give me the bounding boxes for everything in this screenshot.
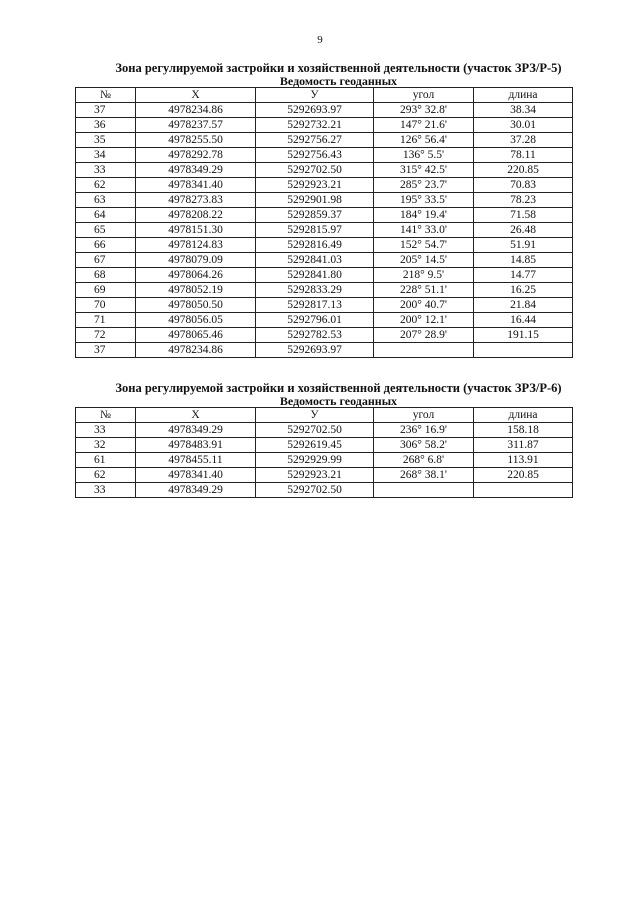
- cell-point-number: 72: [76, 328, 136, 343]
- cell-angle: 136° 5.5': [374, 148, 474, 163]
- cell-angle: 141° 33.0': [374, 223, 474, 238]
- cell-x-coordinate: 4978079.09: [136, 253, 256, 268]
- cell-angle: 147° 21.6': [374, 118, 474, 133]
- cell-length: [474, 343, 573, 358]
- table-header-row: [76, 88, 573, 103]
- cell-point-number: 62: [76, 178, 136, 193]
- cell-length: 78.11: [474, 148, 573, 163]
- geodata-table: [75, 87, 573, 358]
- cell-length: 158.18: [474, 423, 573, 438]
- cell-angle: 285° 23.7': [374, 178, 474, 193]
- cell-length: 16.44: [474, 313, 573, 328]
- cell-length: 311.87: [474, 438, 573, 453]
- cell-x-coordinate: 4978483.91: [136, 438, 256, 453]
- cell-length: 71.58: [474, 208, 573, 223]
- table-row: [76, 423, 573, 438]
- cell-length: 51.91: [474, 238, 573, 253]
- cell-length: 16.25: [474, 283, 573, 298]
- cell-y-coordinate: 5292833.29: [256, 283, 374, 298]
- table-row: [76, 468, 573, 483]
- cell-y-coordinate: 5292841.03: [256, 253, 374, 268]
- cell-x-coordinate: 4978124.83: [136, 238, 256, 253]
- table-row: [76, 343, 573, 358]
- cell-y-coordinate: 5292619.45: [256, 438, 374, 453]
- table-row: [76, 298, 573, 313]
- cell-y-coordinate: 5292756.43: [256, 148, 374, 163]
- table-row: [76, 438, 573, 453]
- header-y-coordinate: У: [256, 408, 374, 423]
- cell-point-number: 70: [76, 298, 136, 313]
- cell-y-coordinate: 5292796.01: [256, 313, 374, 328]
- cell-angle: 268° 6.8': [374, 453, 474, 468]
- cell-point-number: 62: [76, 468, 136, 483]
- geodata-section-zrz-r6: [75, 381, 572, 498]
- cell-x-coordinate: 4978052.19: [136, 283, 256, 298]
- cell-y-coordinate: 5292782.53: [256, 328, 374, 343]
- cell-length: 78.23: [474, 193, 573, 208]
- cell-point-number: 33: [76, 163, 136, 178]
- cell-length: 21.84: [474, 298, 573, 313]
- table-row: [76, 208, 573, 223]
- cell-angle: 200° 12.1': [374, 313, 474, 328]
- cell-x-coordinate: 4978234.86: [136, 343, 256, 358]
- cell-point-number: 34: [76, 148, 136, 163]
- cell-x-coordinate: 4978237.57: [136, 118, 256, 133]
- cell-x-coordinate: 4978341.40: [136, 178, 256, 193]
- table-row: [76, 313, 573, 328]
- cell-point-number: 71: [76, 313, 136, 328]
- header-length: длина: [474, 88, 573, 103]
- cell-y-coordinate: 5292901.98: [256, 193, 374, 208]
- table-row: [76, 103, 573, 118]
- cell-x-coordinate: 4978455.11: [136, 453, 256, 468]
- cell-length: 220.85: [474, 163, 573, 178]
- cell-point-number: 33: [76, 483, 136, 498]
- cell-x-coordinate: 4978151.30: [136, 223, 256, 238]
- cell-angle: 184° 19.4': [374, 208, 474, 223]
- cell-y-coordinate: 5292732.21: [256, 118, 374, 133]
- section-subtitle: Ведомость геоданных: [279, 74, 398, 88]
- cell-x-coordinate: 4978208.22: [136, 208, 256, 223]
- cell-angle: 268° 38.1': [374, 468, 474, 483]
- cell-x-coordinate: 4978255.50: [136, 133, 256, 148]
- section-title: Зона регулируемой застройки и хозяйственной деятельности (участок ЗРЗ/Р-5): [115, 61, 562, 75]
- table-row: [76, 483, 573, 498]
- header-length: длина: [474, 408, 573, 423]
- cell-y-coordinate: 5292702.50: [256, 483, 374, 498]
- cell-x-coordinate: 4978064.26: [136, 268, 256, 283]
- table-row: [76, 283, 573, 298]
- cell-y-coordinate: 5292929.99: [256, 453, 374, 468]
- cell-x-coordinate: 4978050.50: [136, 298, 256, 313]
- cell-point-number: 69: [76, 283, 136, 298]
- cell-y-coordinate: 5292816.49: [256, 238, 374, 253]
- cell-angle: 195° 33.5': [374, 193, 474, 208]
- header-angle: угол: [374, 88, 474, 103]
- cell-point-number: 65: [76, 223, 136, 238]
- table-row: [76, 163, 573, 178]
- cell-y-coordinate: 5292702.50: [256, 423, 374, 438]
- cell-y-coordinate: 5292859.37: [256, 208, 374, 223]
- cell-angle: 218° 9.5': [374, 268, 474, 283]
- cell-angle: [374, 483, 474, 498]
- section-title: Зона регулируемой застройки и хозяйственной деятельности (участок ЗРЗ/Р-6): [115, 381, 562, 395]
- cell-point-number: 68: [76, 268, 136, 283]
- cell-length: 70.83: [474, 178, 573, 193]
- cell-x-coordinate: 4978349.29: [136, 163, 256, 178]
- cell-point-number: 33: [76, 423, 136, 438]
- cell-y-coordinate: 5292693.97: [256, 103, 374, 118]
- geodata-table: [75, 407, 573, 498]
- cell-length: 38.34: [474, 103, 573, 118]
- cell-y-coordinate: 5292702.50: [256, 163, 374, 178]
- cell-angle: 205° 14.5': [374, 253, 474, 268]
- cell-y-coordinate: 5292841.80: [256, 268, 374, 283]
- cell-point-number: 37: [76, 343, 136, 358]
- cell-point-number: 32: [76, 438, 136, 453]
- cell-length: 26.48: [474, 223, 573, 238]
- cell-angle: 200° 40.7': [374, 298, 474, 313]
- cell-y-coordinate: 5292756.27: [256, 133, 374, 148]
- cell-angle: 315° 42.5': [374, 163, 474, 178]
- cell-point-number: 35: [76, 133, 136, 148]
- cell-angle: 236° 16.9': [374, 423, 474, 438]
- cell-y-coordinate: 5292693.97: [256, 343, 374, 358]
- cell-x-coordinate: 4978065.46: [136, 328, 256, 343]
- cell-length: 191.15: [474, 328, 573, 343]
- table-row: [76, 253, 573, 268]
- header-x-coordinate: X: [136, 88, 256, 103]
- cell-x-coordinate: 4978234.86: [136, 103, 256, 118]
- header-x-coordinate: X: [136, 408, 256, 423]
- cell-length: 37.28: [474, 133, 573, 148]
- cell-x-coordinate: 4978273.83: [136, 193, 256, 208]
- cell-length: 30.01: [474, 118, 573, 133]
- cell-x-coordinate: 4978349.29: [136, 423, 256, 438]
- table-row: [76, 453, 573, 468]
- cell-angle: 207° 28.9': [374, 328, 474, 343]
- cell-angle: 228° 51.1': [374, 283, 474, 298]
- page-number: 9: [317, 34, 323, 46]
- table-row: [76, 238, 573, 253]
- cell-length: 113.91: [474, 453, 573, 468]
- cell-y-coordinate: 5292817.13: [256, 298, 374, 313]
- cell-point-number: 64: [76, 208, 136, 223]
- table-row: [76, 193, 573, 208]
- cell-point-number: 63: [76, 193, 136, 208]
- cell-x-coordinate: 4978292.78: [136, 148, 256, 163]
- header-point-number: №: [76, 408, 136, 423]
- cell-y-coordinate: 5292815.97: [256, 223, 374, 238]
- cell-length: 14.77: [474, 268, 573, 283]
- cell-x-coordinate: 4978349.29: [136, 483, 256, 498]
- header-point-number: №: [76, 88, 136, 103]
- cell-x-coordinate: 4978056.05: [136, 313, 256, 328]
- cell-length: 220.85: [474, 468, 573, 483]
- cell-angle: 306° 58.2': [374, 438, 474, 453]
- cell-angle: 126° 56.4': [374, 133, 474, 148]
- cell-length: [474, 483, 573, 498]
- header-y-coordinate: У: [256, 88, 374, 103]
- table-row: [76, 133, 573, 148]
- table-row: [76, 268, 573, 283]
- table-row: [76, 178, 573, 193]
- table-row: [76, 118, 573, 133]
- cell-y-coordinate: 5292923.21: [256, 468, 374, 483]
- table-row: [76, 328, 573, 343]
- cell-angle: 152° 54.7': [374, 238, 474, 253]
- section-subtitle: Ведомость геоданных: [279, 394, 398, 408]
- header-angle: угол: [374, 408, 474, 423]
- cell-point-number: 36: [76, 118, 136, 133]
- table-header-row: [76, 408, 573, 423]
- cell-angle: [374, 343, 474, 358]
- cell-length: 14.85: [474, 253, 573, 268]
- cell-point-number: 37: [76, 103, 136, 118]
- cell-point-number: 61: [76, 453, 136, 468]
- table-row: [76, 223, 573, 238]
- cell-x-coordinate: 4978341.40: [136, 468, 256, 483]
- geodata-section-zrz-r5: [75, 61, 572, 358]
- table-row: [76, 148, 573, 163]
- cell-point-number: 66: [76, 238, 136, 253]
- cell-y-coordinate: 5292923.21: [256, 178, 374, 193]
- cell-angle: 293° 32.8': [374, 103, 474, 118]
- cell-point-number: 67: [76, 253, 136, 268]
